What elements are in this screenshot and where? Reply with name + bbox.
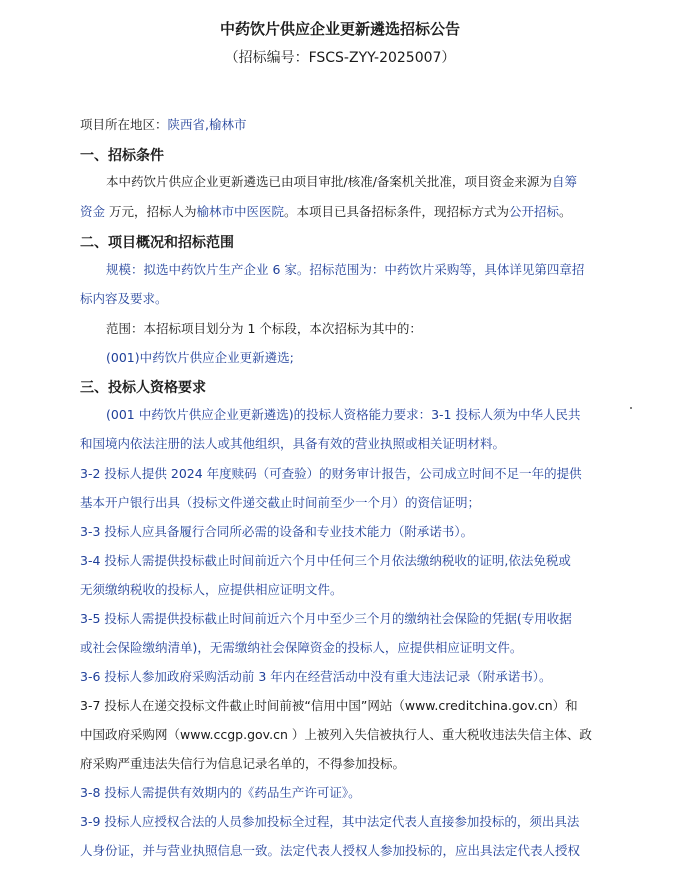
s1-text-b: 万元，招标人为 <box>105 204 197 219</box>
req-3-1-line-2: 和国境内依法注册的法人或其他组织，具备有效的营业执照或相关证明材料。 <box>80 436 506 451</box>
req-3-6: 3-6 投标人参加政府采购活动前 3 年内在经营活动中没有重大违法记录（附承诺书）。 <box>80 669 552 684</box>
section-1-line-2 <box>80 204 572 220</box>
tender-number: （招标编号：FSCS-ZYY-2025007） <box>224 50 456 66</box>
s1-funding-source-cont: 资金 <box>80 204 106 219</box>
s1-funding-source: 自筹 <box>551 174 577 189</box>
s1-tender-method: 公开招标 <box>509 204 560 219</box>
req-3-7-line-3: 府采购严重违法失信行为信息记录名单的，不得参加投标。 <box>80 756 406 771</box>
req-3-5-line-1: 3-5 投标人需提供投标截止时间前近六个月中至少三个月的缴纳社会保险的凭据(专用收据 <box>80 611 572 626</box>
s2-scale-line-2: 标内容及要求。 <box>80 291 168 306</box>
region-label: 项目所在地区： <box>80 117 168 132</box>
s1-text-c: 。本项目已具备招标条件，现招标方式为 <box>284 204 510 219</box>
req-3-9-line-2: 人身份证，并与营业执照信息一致。法定代表人授权人参加投标的，应出具法定代表人授权 <box>80 843 581 858</box>
req-3-8: 3-8 投标人需提供有效期内的《药品生产许可证》。 <box>80 785 361 800</box>
req-3-4-line-2: 无须缴纳税收的投标人，应提供相应证明文件。 <box>80 582 343 597</box>
stray-dot <box>630 407 632 409</box>
page-title: 中药饮片供应企业更新遴选招标公告 <box>219 20 460 38</box>
section-3-heading: 三、投标人资格要求 <box>80 380 206 396</box>
req-3-2-line-2: 基本开户银行出具（投标文件递交截止时间前至少一个月）的资信证明； <box>80 495 481 510</box>
s2-lot: (001)中药饮片供应企业更新遴选; <box>106 350 294 365</box>
section-1-line-1 <box>106 174 577 190</box>
req-3-5-line-2: 或社会保险缴纳清单)，无需缴纳社会保障资金的投标人，应提供相应证明文件。 <box>80 640 523 655</box>
req-3-9-line-1: 3-9 投标人应授权合法的人员参加投标全过程，其中法定代表人直接参加投标的，须出具法 <box>80 814 580 829</box>
req-3-1-line-1: (001 中药饮片供应企业更新遴选)的投标人资格能力要求：3-1 投标人须为中华人民共 <box>106 407 581 422</box>
section-1-heading: 一、招标条件 <box>80 148 164 164</box>
s1-tenderer: 榆林市中医医院 <box>196 204 285 219</box>
s1-text-a: 本中药饮片供应企业更新遴选已由项目审批/核准/备案机关批准，项目资金来源为 <box>106 174 552 189</box>
s1-text-d: 。 <box>559 204 572 219</box>
project-region <box>80 117 247 133</box>
region-value: 陕西省,榆林市 <box>167 117 247 132</box>
s2-scale-line-1: 规模：拟选中药饮片生产企业 6 家。招标范围为：中药饮片采购等，具体详见第四章招 <box>106 262 585 277</box>
section-2-heading: 二、项目概况和招标范围 <box>80 235 234 251</box>
req-3-3: 3-3 投标人应具备履行合同所必需的设备和专业技术能力（附承诺书）。 <box>80 524 474 539</box>
req-3-7-line-2: 中国政府采购网（www.ccgp.gov.cn ）上被列入失信被执行人、重大税收违法失信主体、政 <box>80 727 592 742</box>
s2-range: 范围：本招标项目划分为 1 个标段，本次招标为其中的： <box>106 321 422 336</box>
req-3-4-line-1: 3-4 投标人需提供投标截止时间前近六个月中任何三个月依法缴纳税收的证明,依法免税或 <box>80 553 571 568</box>
req-3-7-line-1: 3-7 投标人在递交投标文件截止时间前被“信用中国”网站（www.creditchina.gov.cn）和 <box>80 698 578 713</box>
req-3-2-line-1: 3-2 投标人提供 2024 年度赎码（可查验）的财务审计报告，公司成立时间不足一年的提供 <box>80 466 582 481</box>
